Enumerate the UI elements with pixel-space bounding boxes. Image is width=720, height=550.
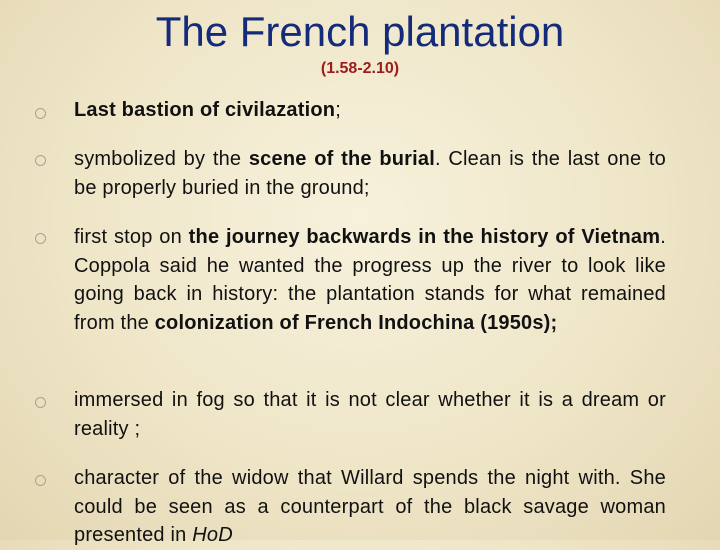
bullet-text: HoD [192, 524, 233, 547]
bullet-text: the journey backwards in the history of Vietnam [188, 226, 661, 248]
bullet-marker-icon [35, 233, 46, 244]
bullet-text: ; [335, 99, 341, 121]
bullet-text: scene of the burial [248, 148, 435, 170]
bullet-text: . Clean is the last one to be properly buried in the ground; [74, 148, 666, 199]
bullet-item [74, 96, 666, 125]
bullet-marker-icon [35, 155, 46, 166]
bullet-item [74, 145, 666, 202]
slide-subtitle: (1.58-2.10) [320, 60, 400, 77]
bullet-text: Last bastion of civilazation [74, 99, 336, 121]
bullet-item [74, 223, 666, 338]
bullet-text: symbolized by the [74, 148, 249, 170]
bullet-text: character of the widow that Willard spends the night with. She could be seen as a counterpart of the black savage woman presented in [74, 467, 666, 547]
bullet-text: colonization of French Indochina (1950s); [154, 312, 558, 335]
bullet-text: . Coppola said he wanted the progress up the river to look like going back in history: the plantation stands for what remained from the [74, 226, 666, 335]
bullet-item [74, 386, 666, 443]
bullet-item [74, 464, 666, 550]
bullet-marker-icon [35, 475, 46, 486]
bullet-text: immersed in fog so that it is not clear whether it is a dream or reality ; [74, 389, 666, 440]
slide-title: The French plantation [155, 8, 565, 55]
bullet-marker-icon [35, 108, 46, 119]
bullet-marker-icon [35, 397, 46, 408]
bullet-text: first stop on [74, 226, 189, 248]
